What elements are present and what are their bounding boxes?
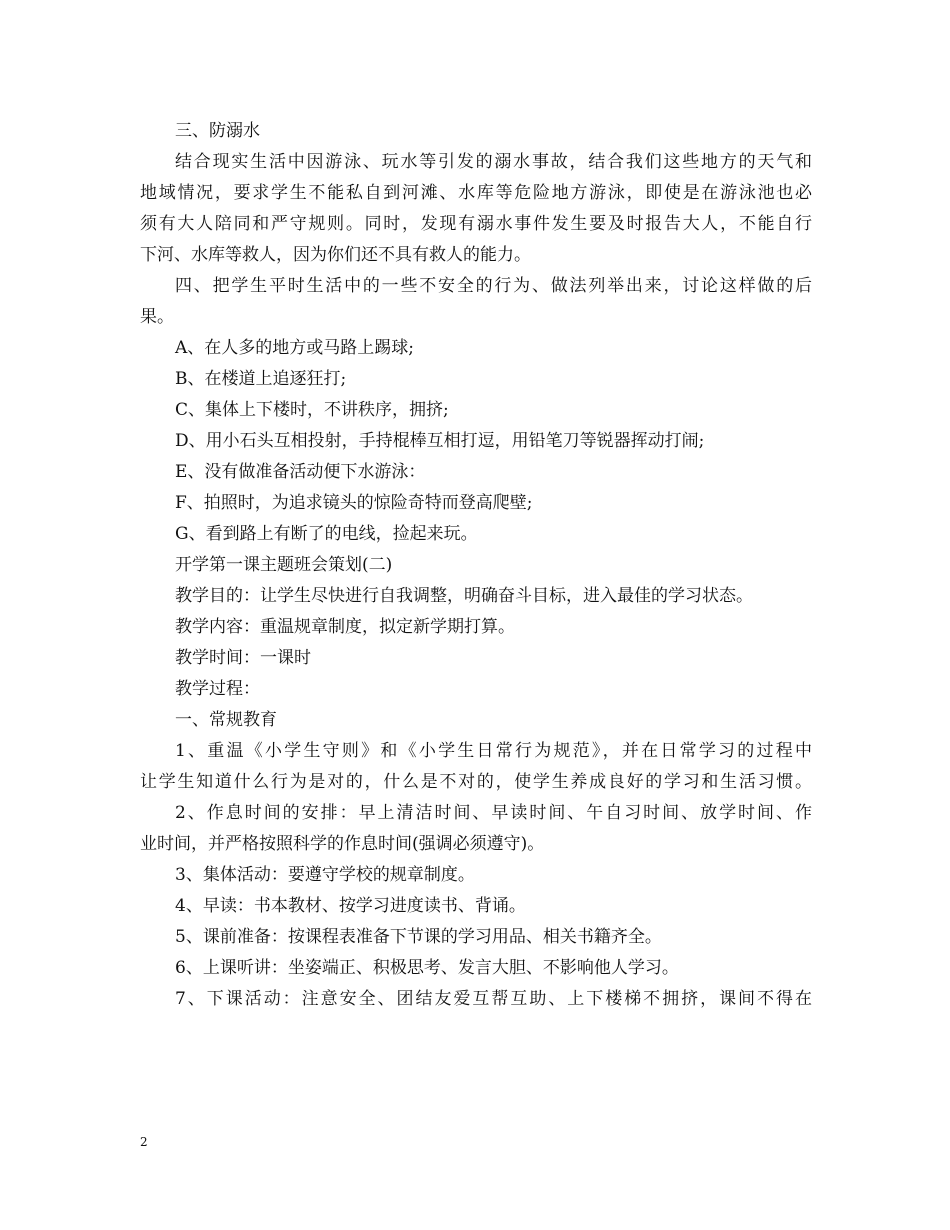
text-line: 三、防溺水	[175, 121, 260, 141]
text-line: 让学生知道什么行为是对的，什么是不对的，使学生养成良好的学习和生活习惯。	[140, 772, 812, 792]
text-line: 教学目的：让学生尽快进行自我调整，明确奋斗目标，进入最佳的学习状态。	[175, 586, 753, 606]
text-line: 一、常规教育	[175, 710, 277, 730]
text-line: 四、把学生平时生活中的一些不安全的行为、做法列举出来，讨论这样做的后	[175, 276, 812, 296]
text-line: B、在楼道上追逐狂打;	[175, 369, 347, 389]
text-line: 教学时间：一课时	[175, 648, 311, 668]
text-line: D、用小石头互相投射，手持棍棒互相打逗，用铅笔刀等锐器挥动打闹;	[175, 431, 705, 451]
body-text	[140, 116, 812, 1015]
text-line: 果。	[140, 307, 174, 327]
page-number: 2	[140, 1135, 148, 1149]
text-line: F、拍照时，为追求镜头的惊险奇特而登高爬壁;	[175, 493, 533, 513]
text-line: 4、早读：书本教材、按学习进度读书、背诵。	[175, 896, 526, 916]
text-line: 5、课前准备：按课程表准备下节课的学习用品、相关书籍齐全。	[175, 927, 662, 947]
text-line: G、看到路上有断了的电线，捡起来玩。	[175, 524, 478, 544]
text-line: 须有大人陪同和严守规则。同时，发现有溺水事件发生要及时报告大人，不能自行	[140, 214, 812, 234]
text-line: 1、重温《小学生守则》和《小学生日常行为规范》，并在日常学习的过程中	[175, 741, 812, 761]
text-line: 结合现实生活中因游泳、玩水等引发的溺水事故，结合我们这些地方的天气和	[175, 152, 812, 172]
text-line: 3、集体活动：要遵守学校的规章制度。	[175, 865, 475, 885]
text-line: 2、作息时间的安排：早上清洁时间、早读时间、午自习时间、放学时间、作	[175, 803, 812, 823]
text-line: C、集体上下楼时，不讲秩序，拥挤;	[175, 400, 449, 420]
text-line: 下河、水库等救人，因为你们还不具有救人的能力。	[140, 245, 531, 265]
text-line: 7、下课活动：注意安全、团结友爱互帮互助、上下楼梯不拥挤，课间不得在	[175, 989, 812, 1009]
text-line: 业时间，并严格按照科学的作息时间(强调必须遵守)。	[140, 834, 545, 854]
text-line: 开学第一课主题班会策划(二)	[175, 555, 393, 575]
text-line: A、在人多的地方或马路上踢球;	[175, 338, 415, 358]
text-line: 教学内容：重温规章制度，拟定新学期打算。	[175, 617, 515, 637]
text-line: 6、上课听讲：坐姿端正、积极思考、发言大胆、不影响他人学习。	[175, 958, 679, 978]
text-line: E、没有做准备活动便下水游泳：	[175, 462, 426, 482]
text-line: 教学过程：	[175, 679, 260, 699]
text-line: 地域情况，要求学生不能私自到河滩、水库等危险地方游泳，即使是在游泳池也必	[140, 183, 812, 203]
